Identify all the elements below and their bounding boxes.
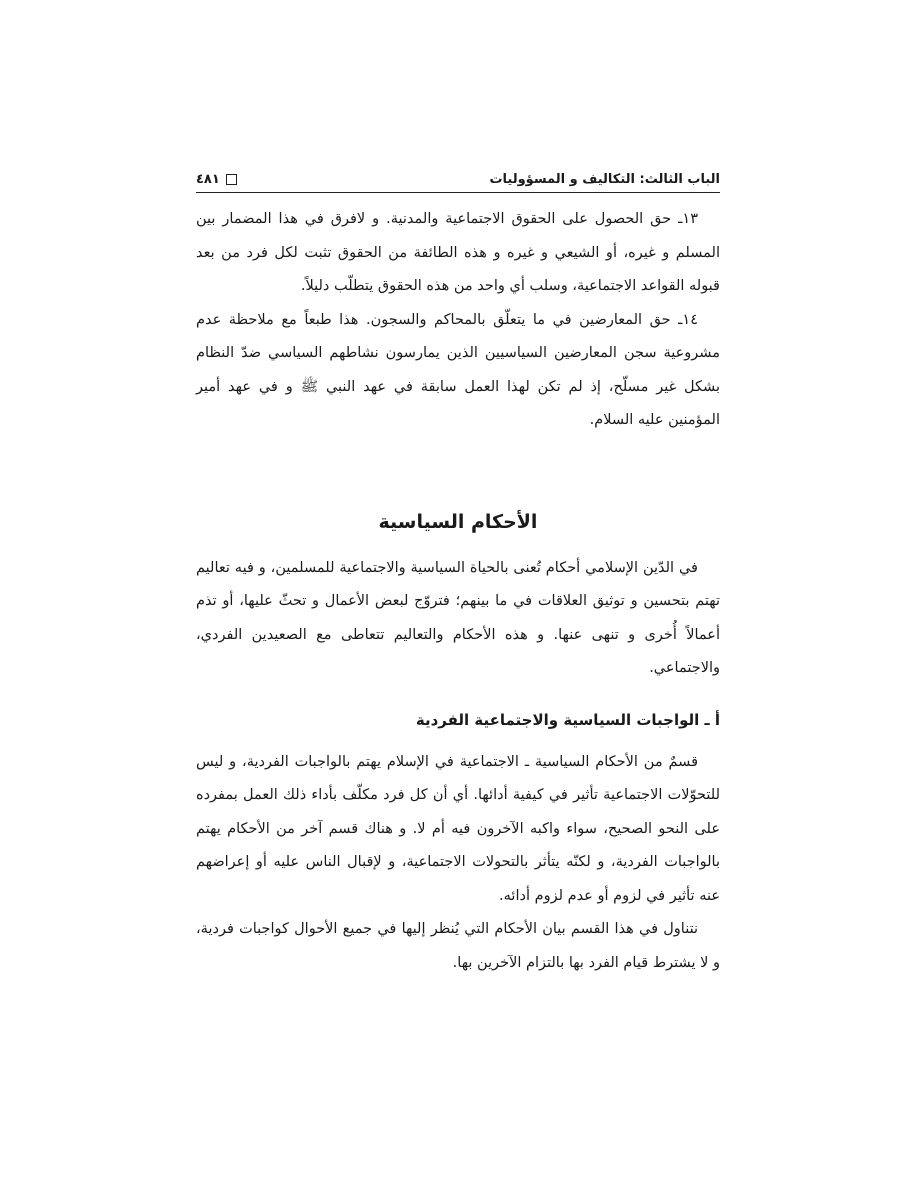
subsection-heading: أ ـ الواجبات السياسية والاجتماعية الفردية — [415, 710, 720, 729]
chapter-title: الباب الثالث: التكاليف و المسؤوليات — [489, 171, 720, 187]
section-heading: الأحكام السياسية — [378, 510, 538, 533]
paragraph-right-13: ١٣ـ حق الحصول على الحقوق الاجتماعية والمدنية. و لافرق في هذا المضمار بين المسلم و غيره، أو الشيعي و غيره و هذه الطائفة من الحقوق تثبت لكل فرد من بعد قبوله القواعد الاجتماعية، وسلب أي واحد من هذه الحقوق يتطلّب دليلاً. — [196, 211, 720, 294]
page-number: ٤٨١ — [196, 171, 220, 187]
page-header — [196, 166, 720, 193]
individual-duties-paragraph-1: قسمٌ من الأحكام السياسية ـ الاجتماعية في الإسلام يهتم بالواجبات الفردية، و ليس للتحوّلات الاجتماعية تأثير في كيفية أدائها. أي أن كل فرد مكلّف بأداء ذلك العمل بمفرده على النحو الصحيح، سواء واكبه الآخرون فيه أم لا. و هناك قسم آخر من الأحكام يهتم بالواجبات الفردية، و لكنّه يتأثر بالتحولات الاجتماعية، و لإقبال الناس عليه أو إعراضهم عنه تأثير في لزوم أو عدم لزوم أدائه. — [196, 753, 720, 904]
page-body — [196, 203, 720, 980]
page-number-group — [196, 172, 237, 187]
intro-paragraph: في الدّين الإسلامي أحكام تُعنى بالحياة السياسية والاجتماعية للمسلمين، و فيه تعاليم تهتم بتحسين و توثيق العلاقات في ما بينهم؛ فتروّج لبعض الأعمال و تحثّ عليها، أو تذم أعمالاً أُخرى و تنهى عنها. و هذه الأحكام والتعاليم تتعاطى مع الصعيدين الفردي، والاجتماعي. — [196, 559, 720, 676]
square-bullet-icon — [226, 174, 237, 185]
individual-duties-paragraph-2: نتناول في هذا القسم بيان الأحكام التي يُنظر إليها في جميع الأحوال كواجبات فردية، و لا يشترط قيام الفرد بها بالتزام الآخرين بها. — [196, 921, 720, 971]
paragraph-right-14: ١٤ـ حق المعارضين في ما يتعلّق بالمحاكم والسجون. هذا طبعاً مع ملاحظة عدم مشروعية سجن المعارضين السياسيين الذين يمارسون نشاطهم السياسي ضدّ النظام بشكل غير مسلّح، إذ لم تكن لهذا العمل سابقة في عهد النبي ﷺ و في عهد أمير المؤمنين عليه السلام. — [196, 311, 720, 428]
